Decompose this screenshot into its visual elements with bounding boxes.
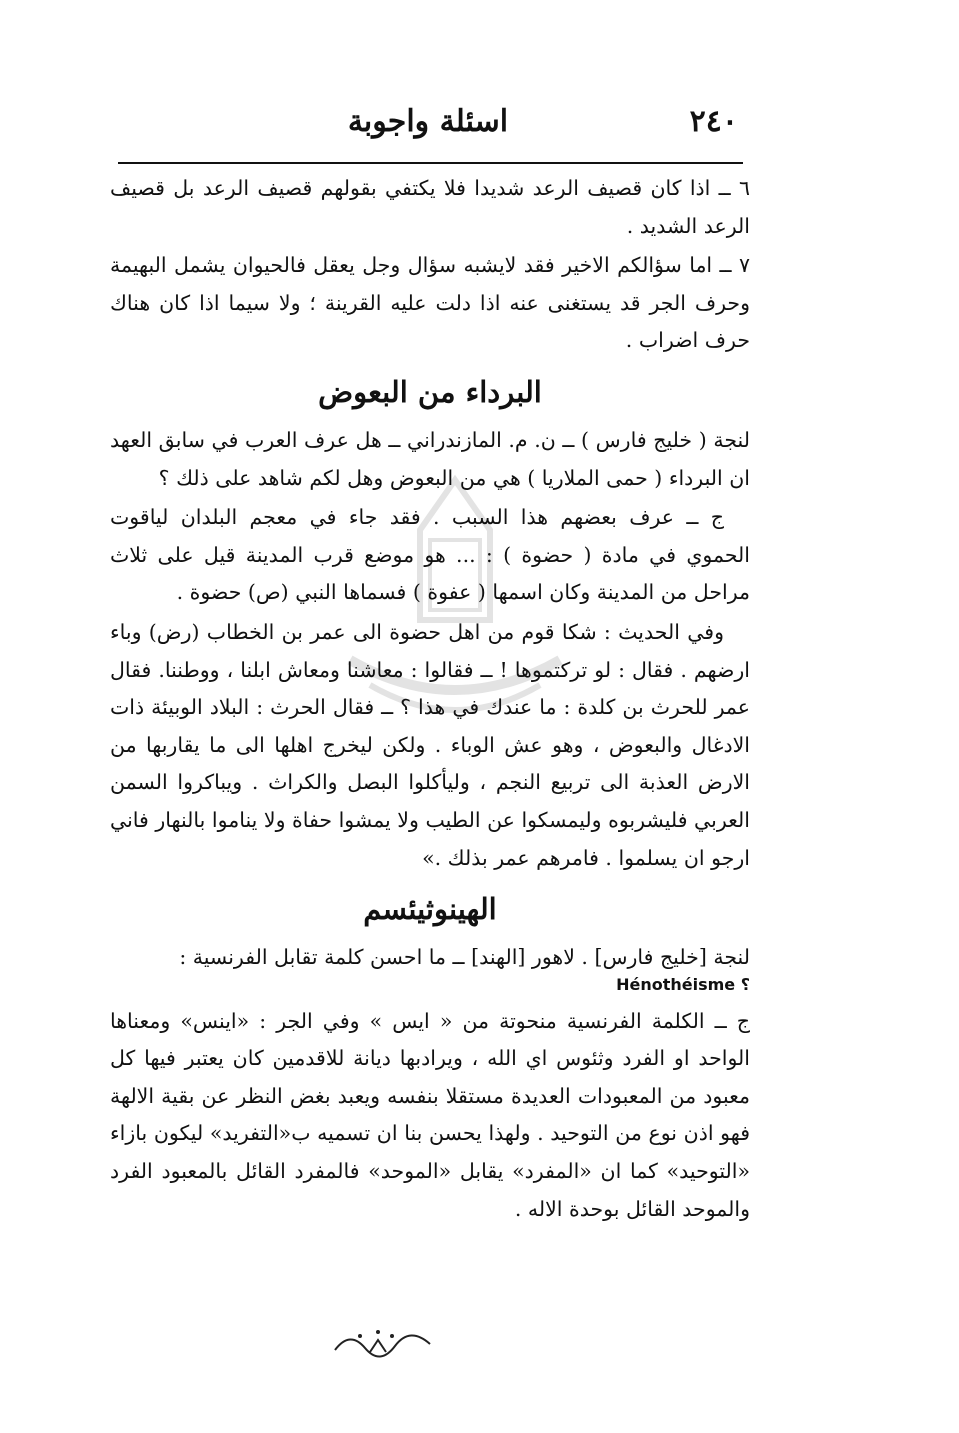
continued-item-7: ٧ ــ اما سؤالكم الاخير فقد لايشبه سؤال وجل يعقل فالحيوان يشمل البهيمة وحرف الجر قد يستغنى عنه اذا دلت عليه القرينة ؛ ولا سيما اذا كان هناك حرف اضراب . xyxy=(110,253,750,353)
page-header xyxy=(118,100,738,160)
page-number: ٢٤٠ xyxy=(689,104,738,139)
question-malaria: لنجة ( خليج فارس ) ــ ن. م. المازندراني ــ هل عرف العرب في سابق العهد ان البرداء ( حمى الملاريا ) هي من البعوض وهل لكم شاهد على ذلك ؟ xyxy=(110,427,750,490)
section-heading-henotheism: الهينوثيئسم xyxy=(363,892,497,927)
end-ornament-icon xyxy=(330,1322,440,1362)
question-henotheism: لنجة [خليج فارس] . لاهور [الهند] ــ ما احسن كلمة تقابل الفرنسية : xyxy=(179,945,750,970)
page-body xyxy=(110,170,750,1230)
running-title: اسئلة واجوبة xyxy=(347,104,509,139)
answer-henotheism: ج ــ الكلمة الفرنسية منحوتة من « ايس » وفي الجر : «اينس» ومعناها الواحد او الفرد وثئوس اي الله ، ويرادبها ديانة للاقدمين كان يعتبر فيها كل معبود من المعبودات العديدة مستقلا بنفسه ويعبد بغض النظر عن بقية الالهة فهو اذن نوع من التوحيد . ولهذا يحسن بنا ان تسميه ب«التفريد» ليكون بازاء «التوحيد» كما ان «المفرد» يقابل «الموحد» فالمفرد القائل بالمعبود الفرد والموحد القائل بوحدة الاله . xyxy=(110,1008,750,1221)
answer-malaria-part-1: ج ــ عرف بعضهم هذا السبب . فقد جاء في معجم البلدان لياقوت الحموي في مادة ( حضوة ) : ... هو موضع قرب المدينة قيل على ثلاث مراحل من المدينة وكان اسمها ( عفوة ) فسماها النبي (ص) حضوة . xyxy=(110,505,750,605)
latin-term: Hénothéisme ؟ xyxy=(616,974,750,994)
section-heading-malaria: البرداء من البعوض xyxy=(318,374,542,409)
continued-item-6: ٦ ــ اذا كان قصيف الرعد شديدا فلا يكتفي بقولهم قصيف الرعد بل قصيف الرعد الشديد . xyxy=(110,176,750,238)
header-rule xyxy=(118,162,743,164)
answer-malaria-part-2: وفي الحديث : شكا قوم من اهل حضوة الى عمر بن الخطاب (رض) وباء ارضهم . فقال : لو تركتموها ! ــ فقالوا : معاشنا ومعاش ابلنا ، ووطننا. فقال عمر للحرث بن كلدة : ما عندك في هذا ؟ ــ فقال الحرث : البلاد الوبيئة ذات الادغال والبعوض ، وهو عش الوباء . ولكن ليخرج اهلها الى ما يقاربها من الارض العذبة الى تربيع النجم ، وليأكلوا البصل والكراث . ويباكروا السمن العربي فليشربوه وليمسكوا عن الطيب ولا يمشوا حفاة ولا يناموا بالنهار فاني ارجو ان يسلموا . فامرهم عمر بذلك .» xyxy=(110,619,750,870)
